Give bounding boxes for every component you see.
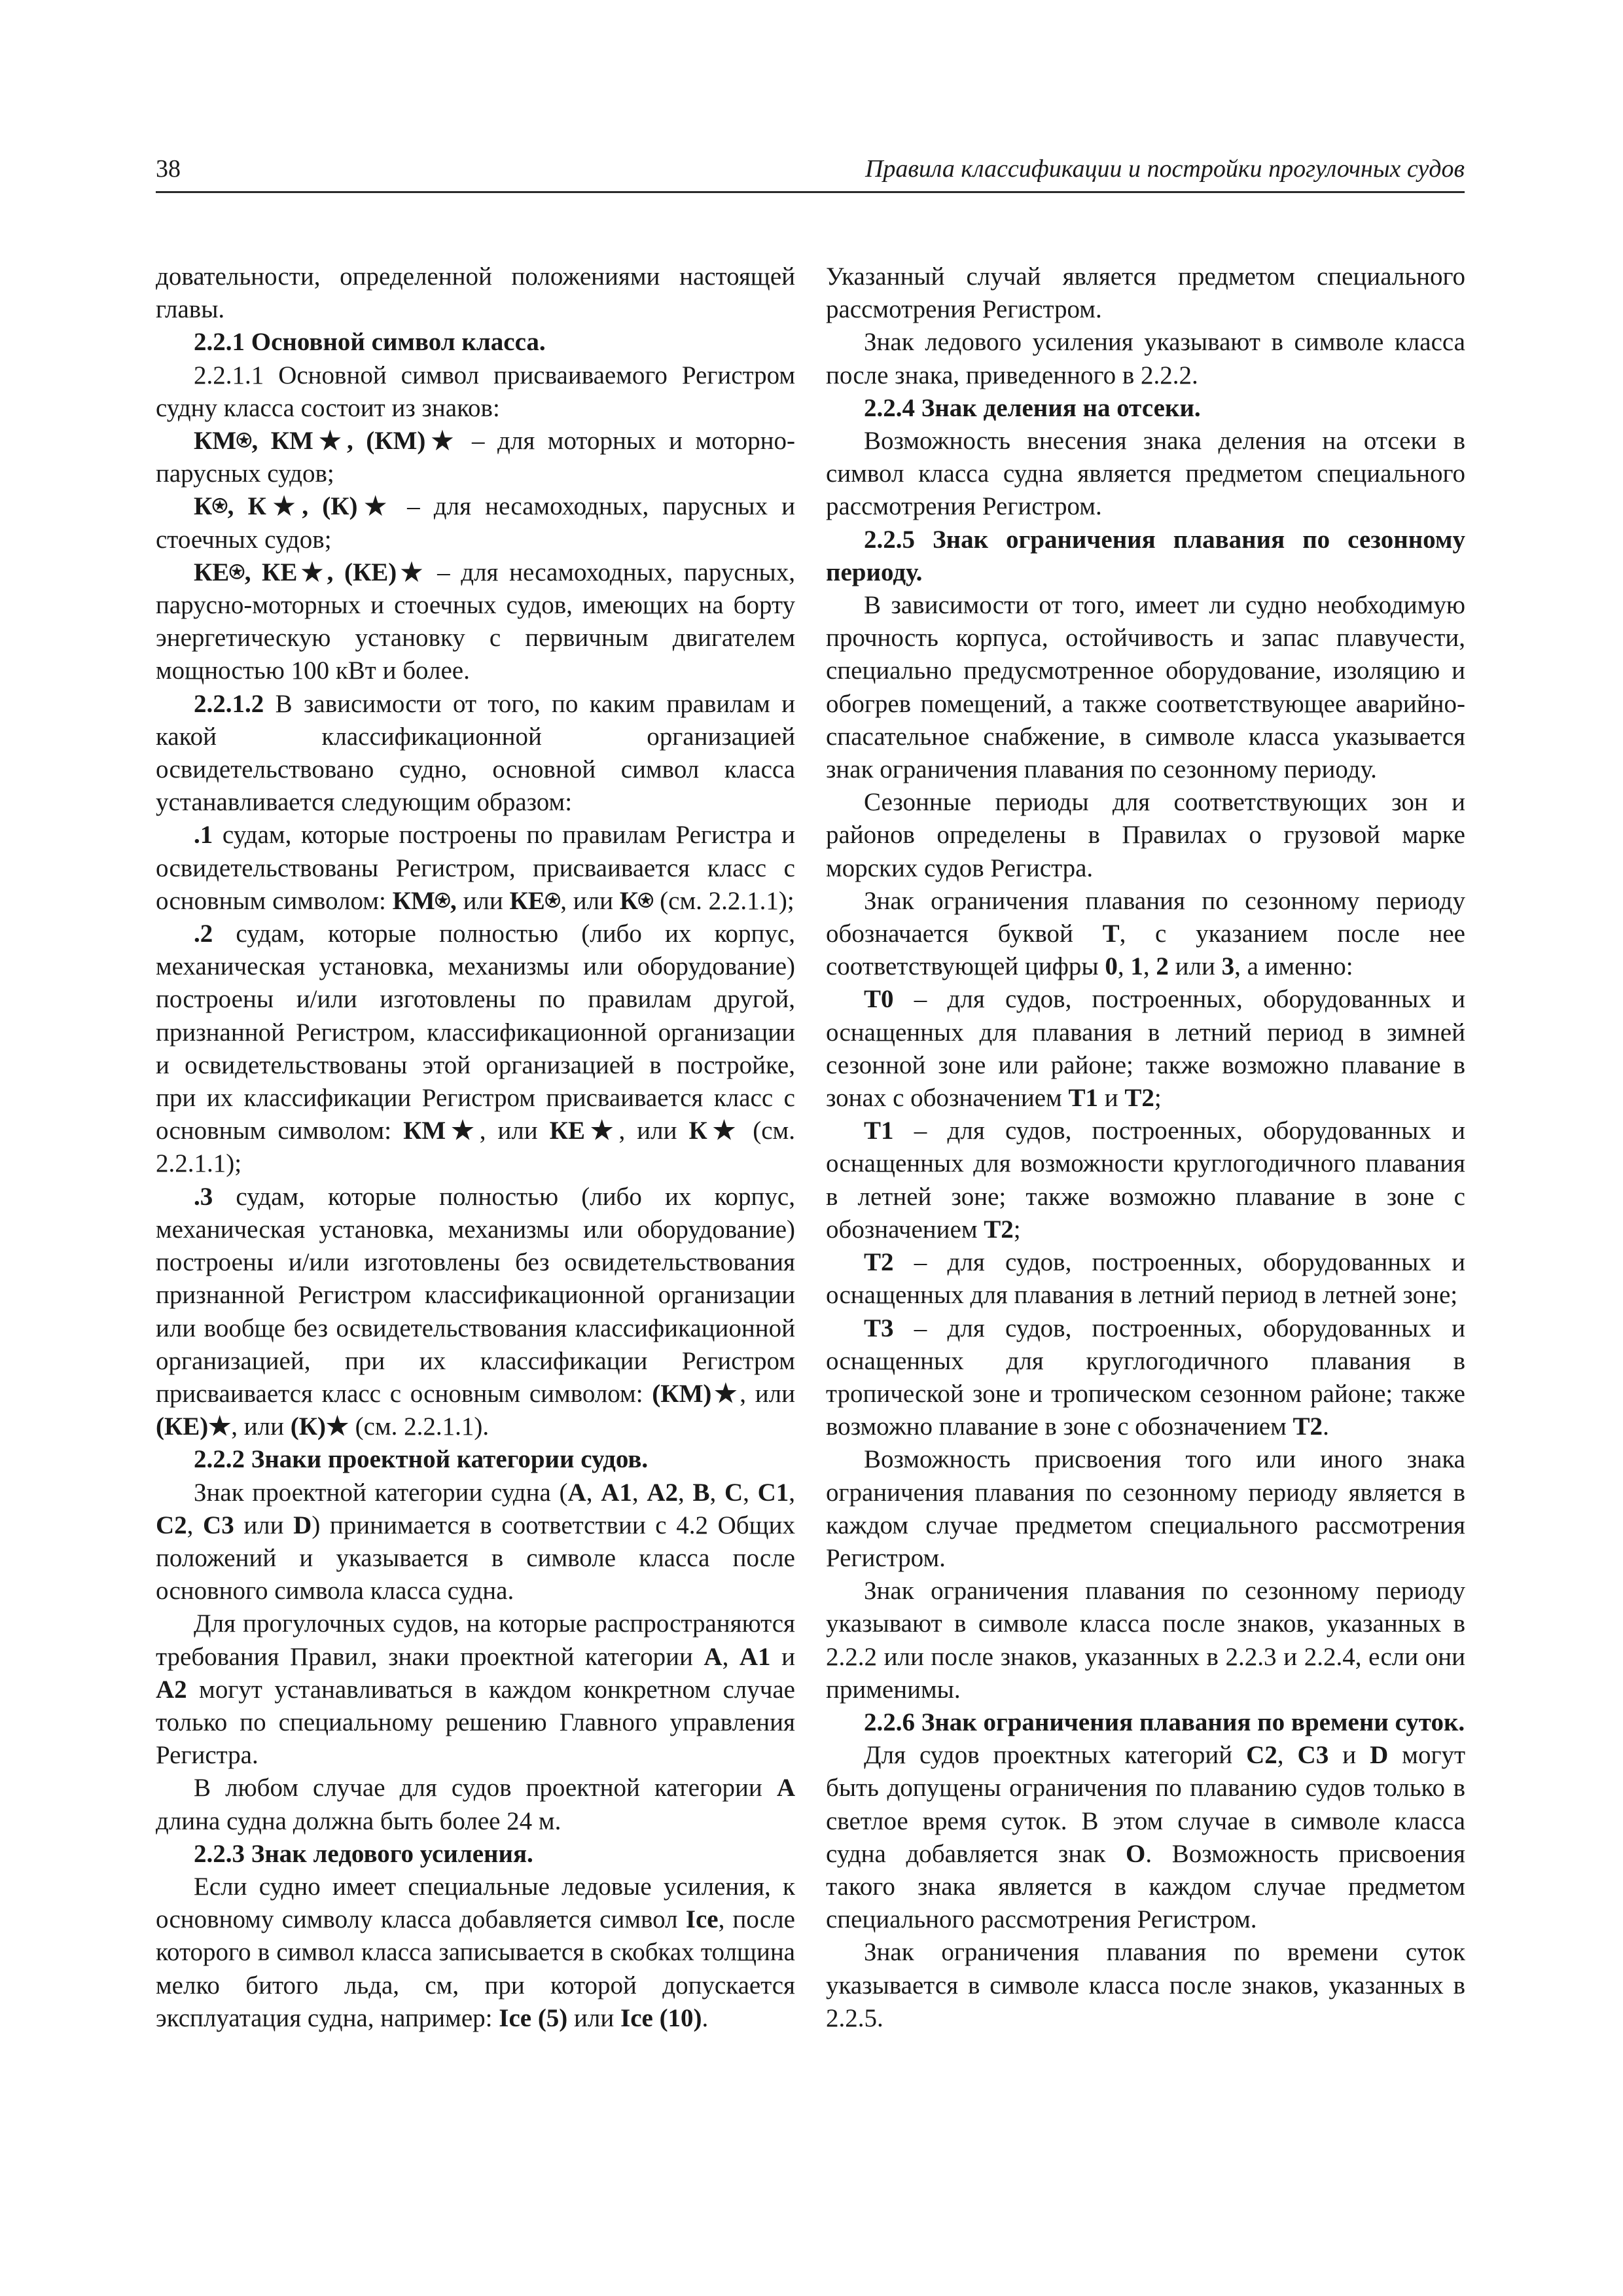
header-rule — [156, 191, 1465, 193]
paragraph: Знак ледового усиления указывают в символе класса после знака, приведенного в 2.2.2. — [826, 328, 1465, 389]
clause-number: 2.2.1.2 — [194, 689, 264, 718]
class-symbol: К⍟ — [619, 886, 654, 915]
paragraph: КМ⍟, КМ★, (КМ)★ – для моторных и моторно-парусных судов; — [156, 427, 796, 488]
section-heading: 2.2.5 Знак ограничения плавания по сезонному периоду. — [826, 525, 1465, 586]
class-symbol: КЕ★ — [549, 1117, 619, 1145]
paragraph: К⍟, К★, (К)★ – для несамоходных, парусных и стоечных судов; — [156, 492, 795, 554]
paragraph: 2.2.1.1 Основной символ присваиваемого Регистром судну класса состоит из знаков: — [156, 361, 795, 422]
paragraph: Если судно имеет специальные ледовые усиления, к основному символу класса добавляется символ Ice, после которого в символ класса записывается в скобках толщина мелко битого льда, см, при которой допускается эксплуатация судна, например: Ice (5) или Ice (10). — [156, 1872, 795, 2032]
paragraph: Для прогулочных судов, на которые распространяются требования Правил, знаки проектной категории А, А1 и А2 могут устанавливаться в каждом конкретном случае только по специальному решению Главного управления Регистра. — [156, 1609, 795, 1770]
item-number: .1 — [194, 821, 213, 850]
paragraph: В зависимости от того, имеет ли судно необходимую прочность корпуса, остойчивость и запас плавучести, специально предусмотренное оборудование, изоляцию и обогрев помещений, а также соответствующее аварийно-спасательное снабжение, в символе класса указывается знак ограничения плавания по сезонному периоду. — [826, 591, 1465, 784]
section-heading: 2.2.6 Знак ограничения плавания по времени суток. — [864, 1708, 1465, 1736]
class-symbol: КМ⍟, — [392, 886, 457, 915]
list-item: Т3 – для судов, построенных, оборудованных и оснащенных для круглогодичного плавания в тропической зоне и тропическом сезонном районе; также возможно плавание в зоне с обозначением Т2. — [826, 1314, 1465, 1441]
running-title: Правила классификации и постройки прогулочных судов — [865, 155, 1465, 183]
paragraph: довательности, определенной положениями настоящей главы. — [156, 262, 795, 324]
list-item: Т0 – для судов, построенных, оборудованных и оснащенных для плавания в летний период в зимней сезонной зоне или районе; также возможно плавание в зонах с обозначением Т1 и Т2; — [826, 985, 1465, 1113]
list-item: Т1 – для судов, построенных, оборудованных и оснащенных для возможности круглогодичного плавания в летней зоне; также возможно плавание в зоне с обозначением Т2; — [826, 1117, 1465, 1244]
section-heading: 2.2.2 Знаки проектной категории судов. — [194, 1445, 649, 1474]
paragraph: Знак проектной категории судна (А, А1, А2, В, С, С1, С2, С3 или D) принимается в соответствии с 4.2 Общих положений и указывается в символе класса после основного символа класса судна. — [156, 1478, 796, 1605]
section-heading: 2.2.1 Основной символ класса. — [194, 328, 546, 357]
paragraph: Знак ограничения плавания по сезонному периоду указывают в символе класса после знаков, указанных в 2.2.2 или после знаков, указанных в 2.2.3 и 2.2.4, если они применимы. — [826, 1577, 1465, 1704]
class-symbol: К★ — [688, 1117, 741, 1145]
item-number: .3 — [194, 1182, 213, 1211]
class-symbol: (К)★ — [290, 1412, 349, 1441]
paragraph: Знак ограничения плавания по времени суток указывается в символе класса после знаков, указанных в 2.2.5. — [826, 1938, 1465, 2032]
paragraph: В любом случае для судов проектной категории А длина судна должна быть более 24 м. — [156, 1774, 795, 1835]
list-item: .3 судам, которые полностью (либо их корпус, механическая установка, механизмы или оборудование) построены и/или изготовлены без освидетельствования признанной Регистром классификационной организации или вообще без освидетельствования классификационной организацией, при их классификации Регистром присваивается класс с основным символом: (КМ)★, или (КЕ)★, или (К)★ (см. 2.2.1.1). — [156, 1182, 795, 1441]
list-item: Т2 – для судов, построенных, оборудованных и оснащенных для плавания в летний период в летней зоне; — [826, 1248, 1465, 1310]
paragraph: Возможность присвоения того или иного знака ограничения плавания по сезонному периоду является в каждом случае предметом специального рассмотрения Регистром. — [826, 1445, 1465, 1572]
class-symbol: КМ⍟, КМ★, (КМ)★ — [194, 427, 459, 456]
list-item: .2 судам, которые полностью (либо их корпус, механическая установка, механизмы или оборудование) построены и/или изготовлены по правилам другой, признанной Регистром, классификационной организации и освидетельствованы этой организацией в постройке, при их классификации Регистром присваивается класс с основным символом: КМ★, или КЕ★, или К★ (см. 2.2.1.1); — [156, 920, 795, 1178]
paragraph: 2.2.1.2 В зависимости от того, по каким правилам и какой классификационной организацией освидетельствовано судно, основной символ класса устанавливается следующим образом: — [156, 689, 795, 817]
class-symbol: КМ★ — [403, 1117, 480, 1145]
class-symbol: (КМ)★ — [652, 1379, 740, 1408]
list-item: .1 судам, которые построены по правилам Регистра и освидетельствованы Регистром, присваивается класс с основным символом: КМ⍟, или КЕ⍟, или К⍟ (см. 2.2.1.1); — [156, 821, 795, 915]
paragraph: Указанный случай является предметом специального рассмотрения Регистром. — [826, 262, 1465, 324]
page-number: 38 — [156, 155, 181, 183]
page-header — [156, 154, 1465, 191]
paragraph: Возможность внесения знака деления на отсеки в символ класса судна является предметом специального рассмотрения Регистром. — [826, 427, 1465, 521]
right-column — [826, 260, 1465, 2035]
paragraph: Сезонные периоды для соответствующих зон и районов определены в Правилах о грузовой марке морских судов Регистра. — [826, 788, 1465, 882]
class-symbol: К⍟, К★, (К)★ — [194, 492, 393, 521]
section-heading: 2.2.4 Знак деления на отсеки. — [864, 393, 1201, 422]
left-column — [156, 260, 795, 2035]
class-symbol: (КЕ)★ — [156, 1412, 232, 1441]
paragraph: КЕ⍟, КЕ★, (КЕ)★ – для несамоходных, парусных, парусно-моторных и стоечных судов, имеющих на борту энергетическую установку с первичным двигателем мощностью 100 кВт и более. — [156, 558, 795, 685]
class-symbol: КЕ⍟ — [509, 886, 561, 915]
paragraph: Для судов проектных категорий С2, С3 и D могут быть допущены ограничения по плаванию судов только в светлое время суток. В этом случае в символе класса судна добавляется знак О. Возможность присвоения такого знака является в каждом случае предметом специального рассмотрения Регистром. — [826, 1741, 1466, 1934]
item-number: .2 — [194, 920, 213, 948]
paragraph: Знак ограничения плавания по сезонному периоду обозначается буквой Т, с указанием после нее соответствующей цифры 0, 1, 2 или 3, а именно: — [826, 886, 1465, 981]
class-symbol: КЕ⍟, КЕ★, (КЕ)★ — [194, 558, 427, 586]
section-heading: 2.2.3 Знак ледового усиления. — [194, 1839, 533, 1868]
